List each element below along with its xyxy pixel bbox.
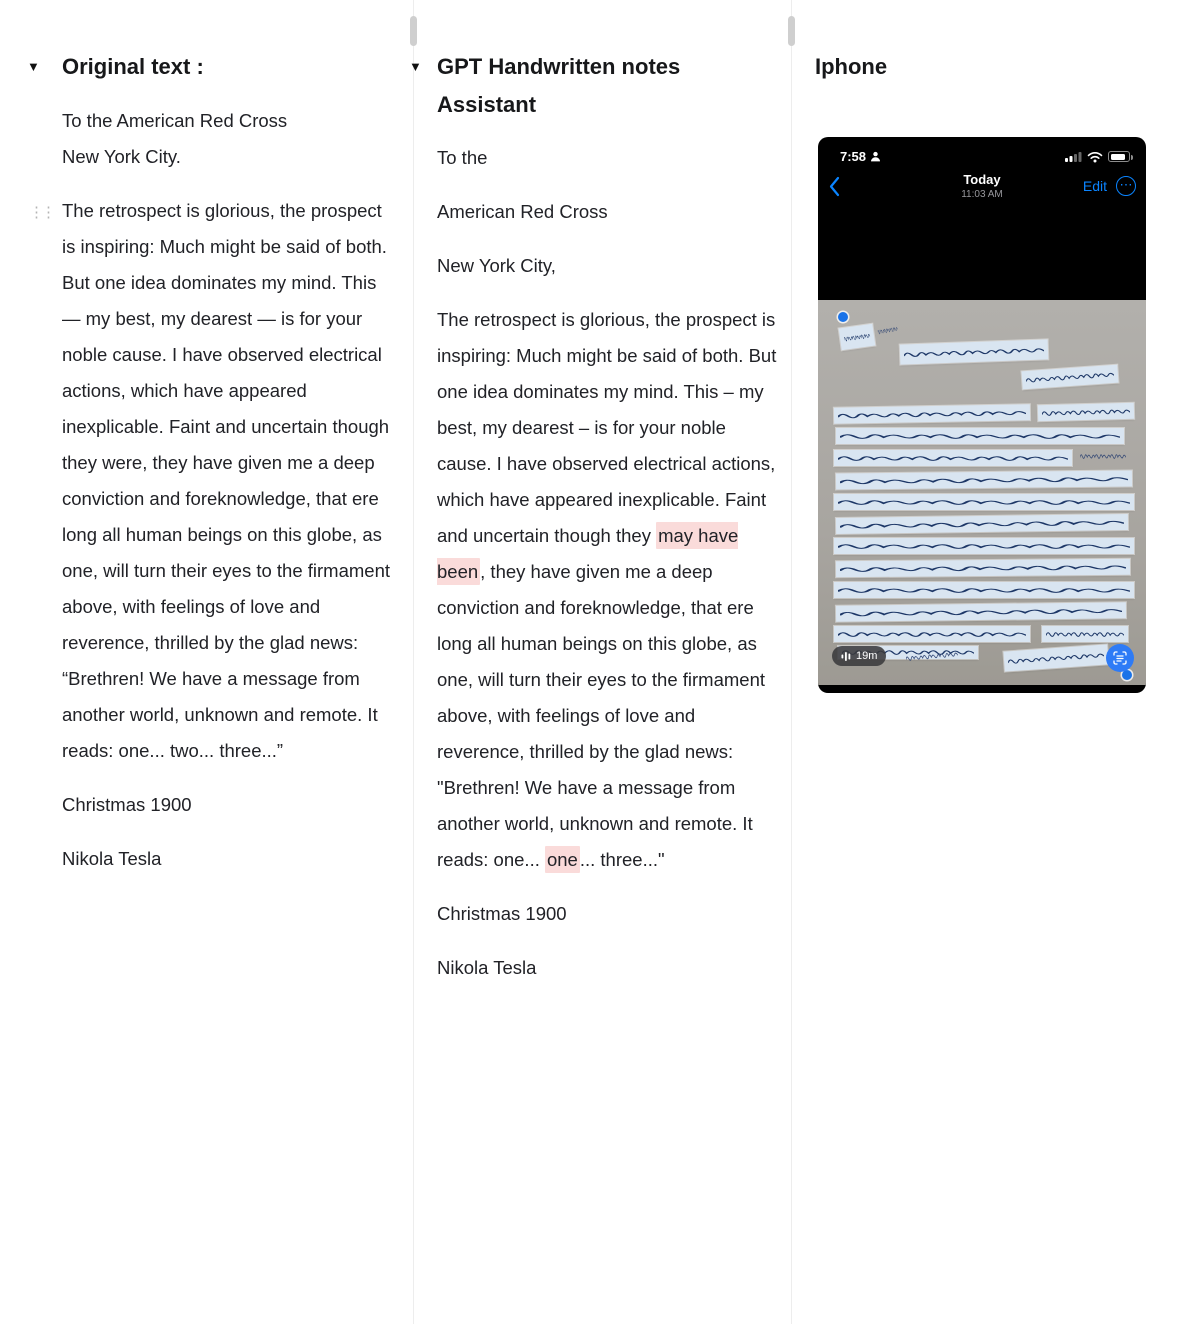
live-text-highlight: [1021, 365, 1118, 390]
scanned-note-photo: [818, 300, 1146, 685]
column-title: GPT Handwritten notes Assistant: [437, 54, 681, 117]
live-text-highlight: [1042, 626, 1128, 642]
audio-waveform-icon: [841, 651, 852, 662]
live-text-highlight: [836, 514, 1128, 534]
live-text-highlight: [1003, 644, 1108, 671]
cellular-signal-icon: [1065, 151, 1082, 162]
live-text-highlight: [836, 559, 1130, 578]
live-text-highlight: [836, 428, 1124, 444]
nav-title: Today: [963, 172, 1001, 187]
column-title: Original text :: [62, 54, 204, 79]
paragraph: Christmas 1900: [437, 903, 567, 924]
iphone-screenshot[interactable]: [818, 137, 1146, 693]
paragraph: [437, 302, 781, 878]
live-text-highlight: [1038, 403, 1134, 422]
live-text-highlight: [834, 626, 1030, 642]
live-text-icon: [1113, 651, 1127, 665]
paragraph: [62, 103, 396, 175]
paragraph: [29, 193, 396, 769]
audio-duration: 19m: [856, 650, 878, 662]
edit-button[interactable]: Edit: [1082, 178, 1107, 194]
live-text-highlight: [836, 602, 1126, 622]
handwriting-ink: [877, 324, 899, 339]
live-text-highlight: [834, 404, 1030, 423]
paragraph: Christmas 1900: [62, 794, 192, 815]
live-text-highlight: [839, 324, 876, 351]
column-divider: [791, 0, 792, 1324]
paragraph: To the: [437, 147, 488, 168]
paragraph: American Red Cross: [437, 201, 608, 222]
text-segment: , they have given me a deep conviction and foreknowledge, that ere long all human beings on this globe, as one, will turn their eyes to the firmament above, with feelings of love and reverence, thrilled by the glad news: "Brethren! We have a message from another world, unknown and remote. It reads: one...: [437, 561, 766, 870]
live-text-highlight: [836, 470, 1132, 489]
column-resize-handle[interactable]: [410, 16, 417, 46]
text-segment: The retrospect is glorious, the prospect is inspiring: Much might be said of both. But one idea dominates my mind. This – my best, my dearest – is for your noble cause. I have observed electrical actions, which have appeared inexplicable. Faint and uncertain though they: [437, 309, 777, 546]
column-gpt-assistant: [409, 48, 782, 1004]
toggle-triangle-icon[interactable]: ▼: [27, 59, 40, 74]
address-line: New York City.: [62, 146, 181, 167]
diff-highlight: one: [545, 846, 580, 873]
more-options-icon[interactable]: ⋯: [1116, 176, 1136, 196]
column-iphone: [815, 48, 1163, 693]
column-original-text: [27, 48, 402, 895]
wifi-icon: [1087, 151, 1103, 163]
battery-icon: [1108, 151, 1130, 162]
text-segment: ... three...": [579, 849, 665, 870]
address-line: To the American Red Cross: [62, 110, 288, 131]
column-title: Iphone: [815, 54, 888, 79]
paragraph: Nikola Tesla: [437, 957, 537, 978]
paragraph: New York City,: [437, 255, 556, 276]
live-text-highlight: [900, 339, 1049, 364]
paragraph: Nikola Tesla: [62, 848, 162, 869]
diff-highlight: may have been: [437, 522, 738, 585]
person-icon: [870, 151, 881, 162]
nav-subtitle: 11:03 AM: [961, 189, 1003, 200]
column-resize-handle[interactable]: [788, 16, 795, 46]
status-bar: [818, 137, 1146, 164]
audio-duration-pill[interactable]: [832, 646, 886, 666]
paragraph-text: The retrospect is glorious, the prospect is inspiring: Much might be said of both. But one idea dominates my mind. This — my best, my dearest — is for your noble cause. I have observed electrical actions, which have appeared inexplicable. Faint and uncertain though they were, they have given me a deep conviction and foreknowledge, that ere long all human beings on this globe, as one, will turn their eyes to the firmament above, with feelings of love and reverence, thrilled by the glad news: “Brethren! We have a message from another world, unknown and remote. It reads: one... two... three...”: [62, 200, 391, 761]
toggle-triangle-icon[interactable]: ▼: [409, 59, 422, 74]
status-time: 7:58: [840, 149, 867, 164]
live-text-highlight: [834, 582, 1134, 598]
live-text-highlight: [834, 494, 1134, 510]
selection-handle[interactable]: [838, 312, 848, 322]
drag-handle-icon[interactable]: ⋮⋮: [29, 204, 53, 221]
live-text-highlight: [834, 450, 1072, 466]
handwriting-ink: [1080, 452, 1126, 462]
live-text-highlight: [834, 538, 1134, 554]
live-text-button[interactable]: [1106, 644, 1134, 672]
photo-nav-bar: [818, 168, 1146, 210]
